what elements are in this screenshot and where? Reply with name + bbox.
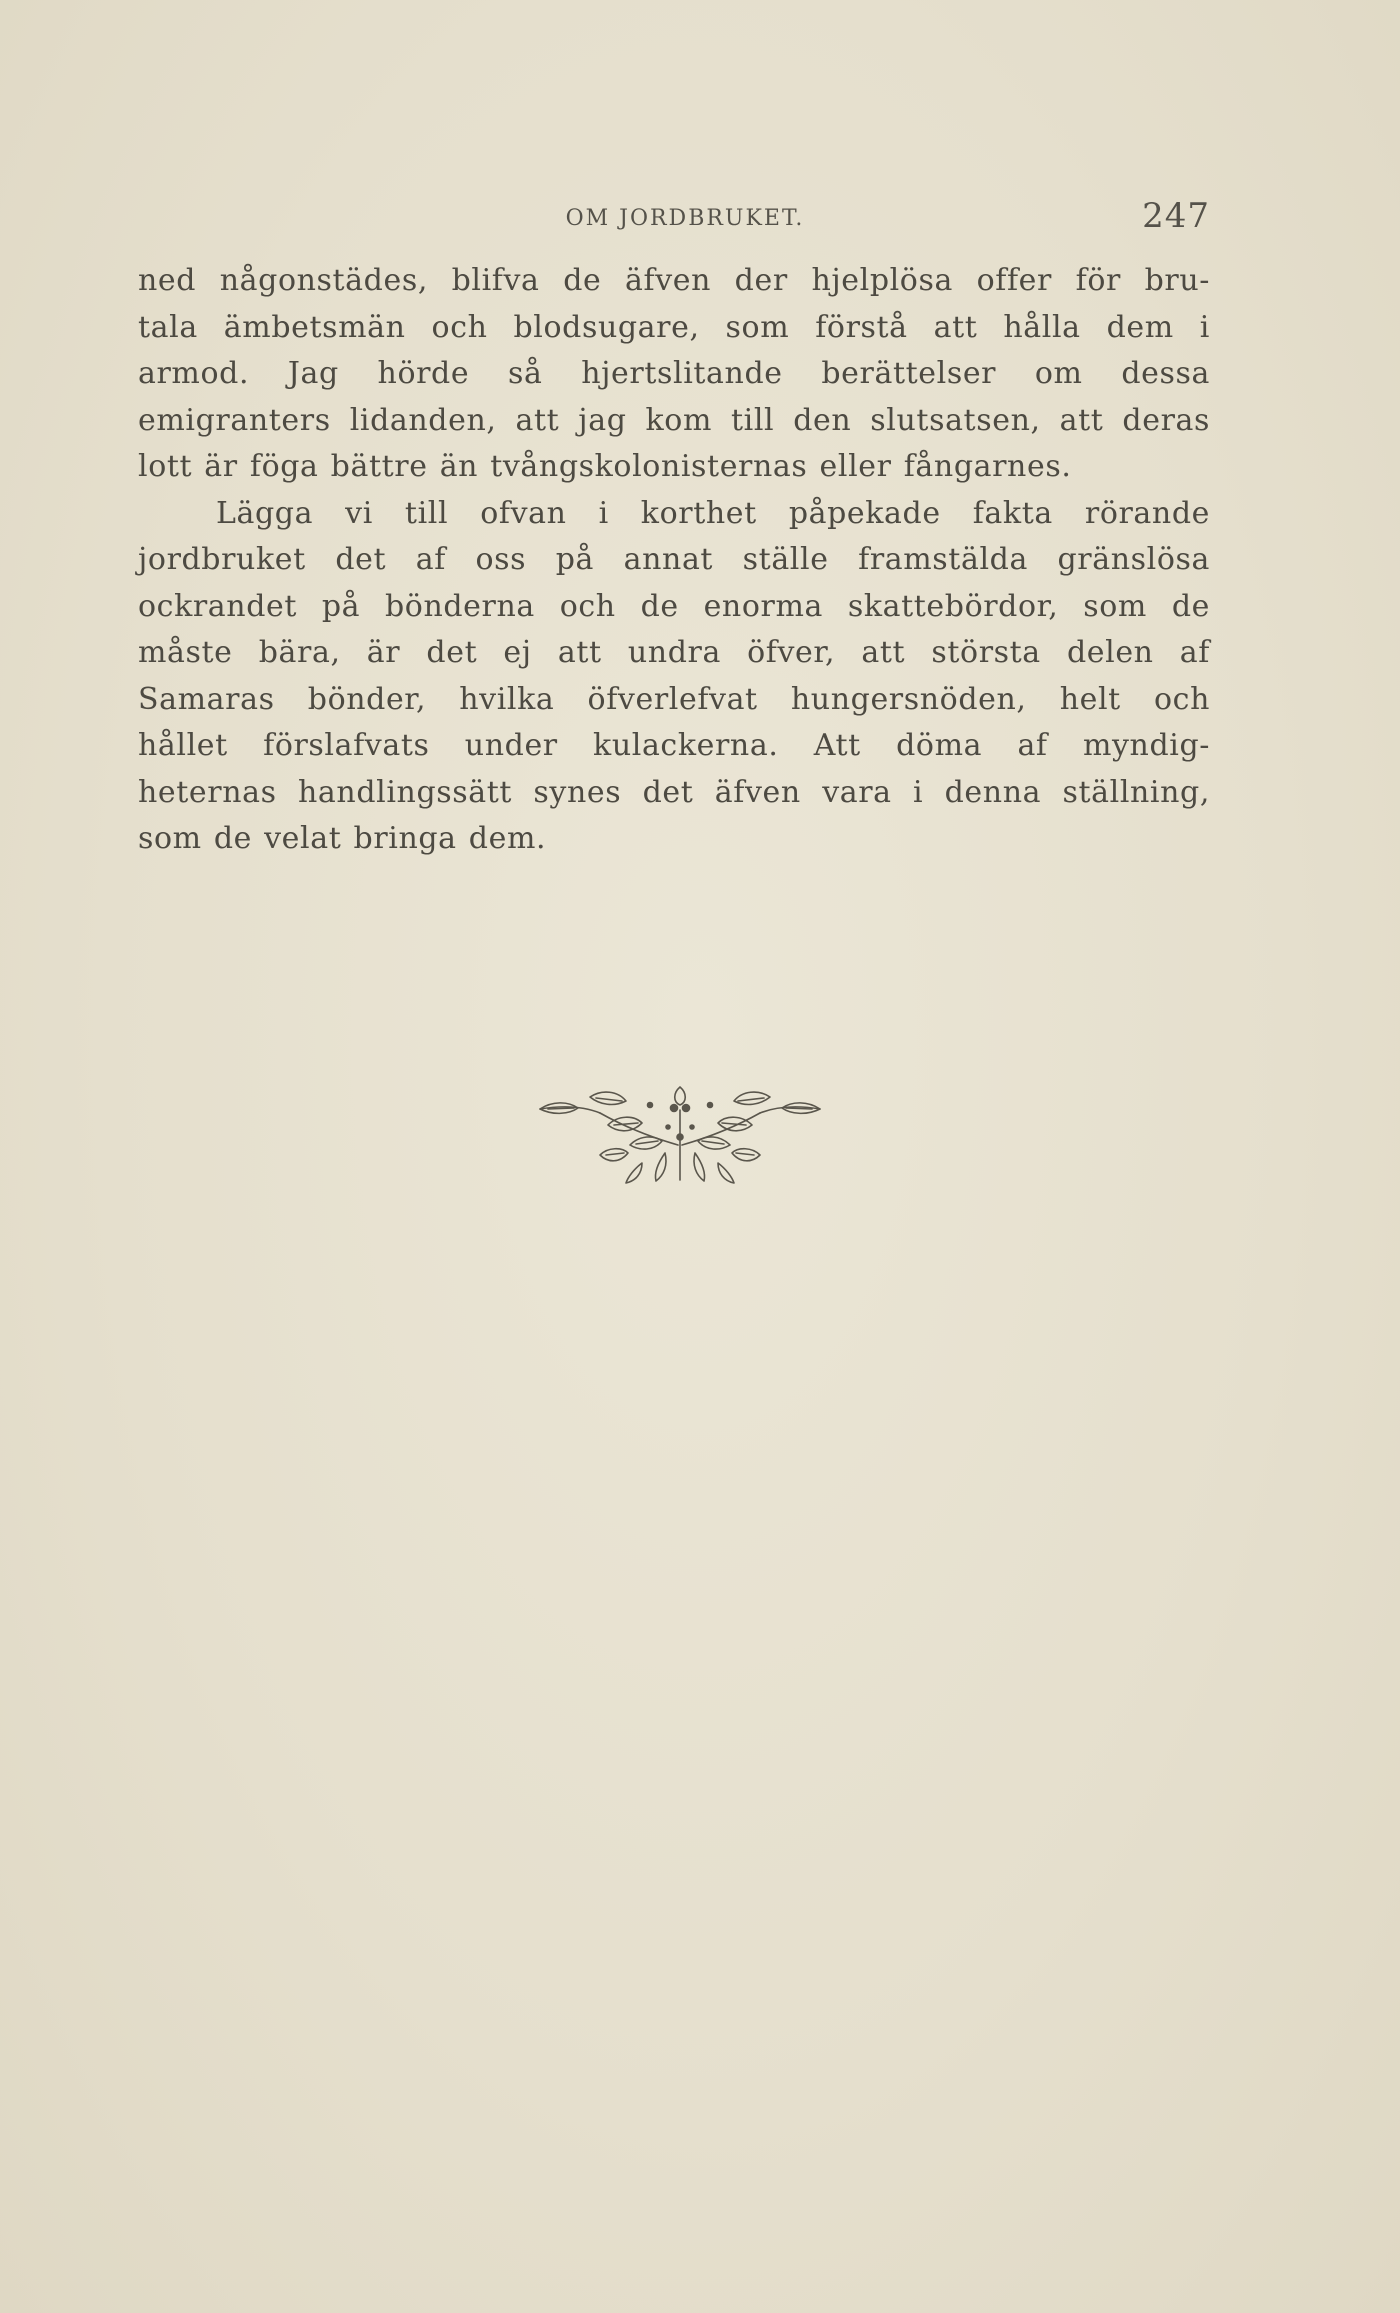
page-number: 247 [1142,196,1210,236]
floral-vignette-icon [530,1075,830,1185]
text-line: Lägga vi till ofvan i korthet påpekade fakta rörande [216,495,1210,531]
text-line: armod. Jag hörde så hjertslitande berättelser om dessa [138,356,1210,391]
text-line: Samaras bönder, hvilka öfverlefvat hungersnöden, helt och [138,681,1210,717]
text-line: måste bära, är det ej att undra öfver, att största delen af [138,635,1210,670]
text-line: tala ämbetsmän och blodsugare, som förstå att hålla dem i [138,309,1210,345]
text-line: som de velat bringa dem. [138,821,547,856]
body-text [138,258,1210,863]
text-line: ockrandet på bönderna och de enorma skattebördor, som de [138,588,1210,624]
text-line: lott är föga bättre än tvångskolonisternas eller fångarnes. [138,449,1072,484]
text-line: emigranters lidanden, att jag kom till den slutsatsen, att deras [138,402,1210,438]
text-line: heternas handlingssätt synes det äfven vara i denna ställning, [138,774,1210,810]
page-header [140,196,1210,242]
running-head: OM JORDBRUKET. [565,206,805,231]
text-line: hållet förslafvats under kulackerna. Att döma af myndig- [138,728,1210,763]
text-line: jordbruket det af oss på annat ställe framstälda gränslösa [138,542,1210,577]
text-line: ned någonstädes, blifva de äfven der hjelplösa offer för bru- [138,263,1210,298]
